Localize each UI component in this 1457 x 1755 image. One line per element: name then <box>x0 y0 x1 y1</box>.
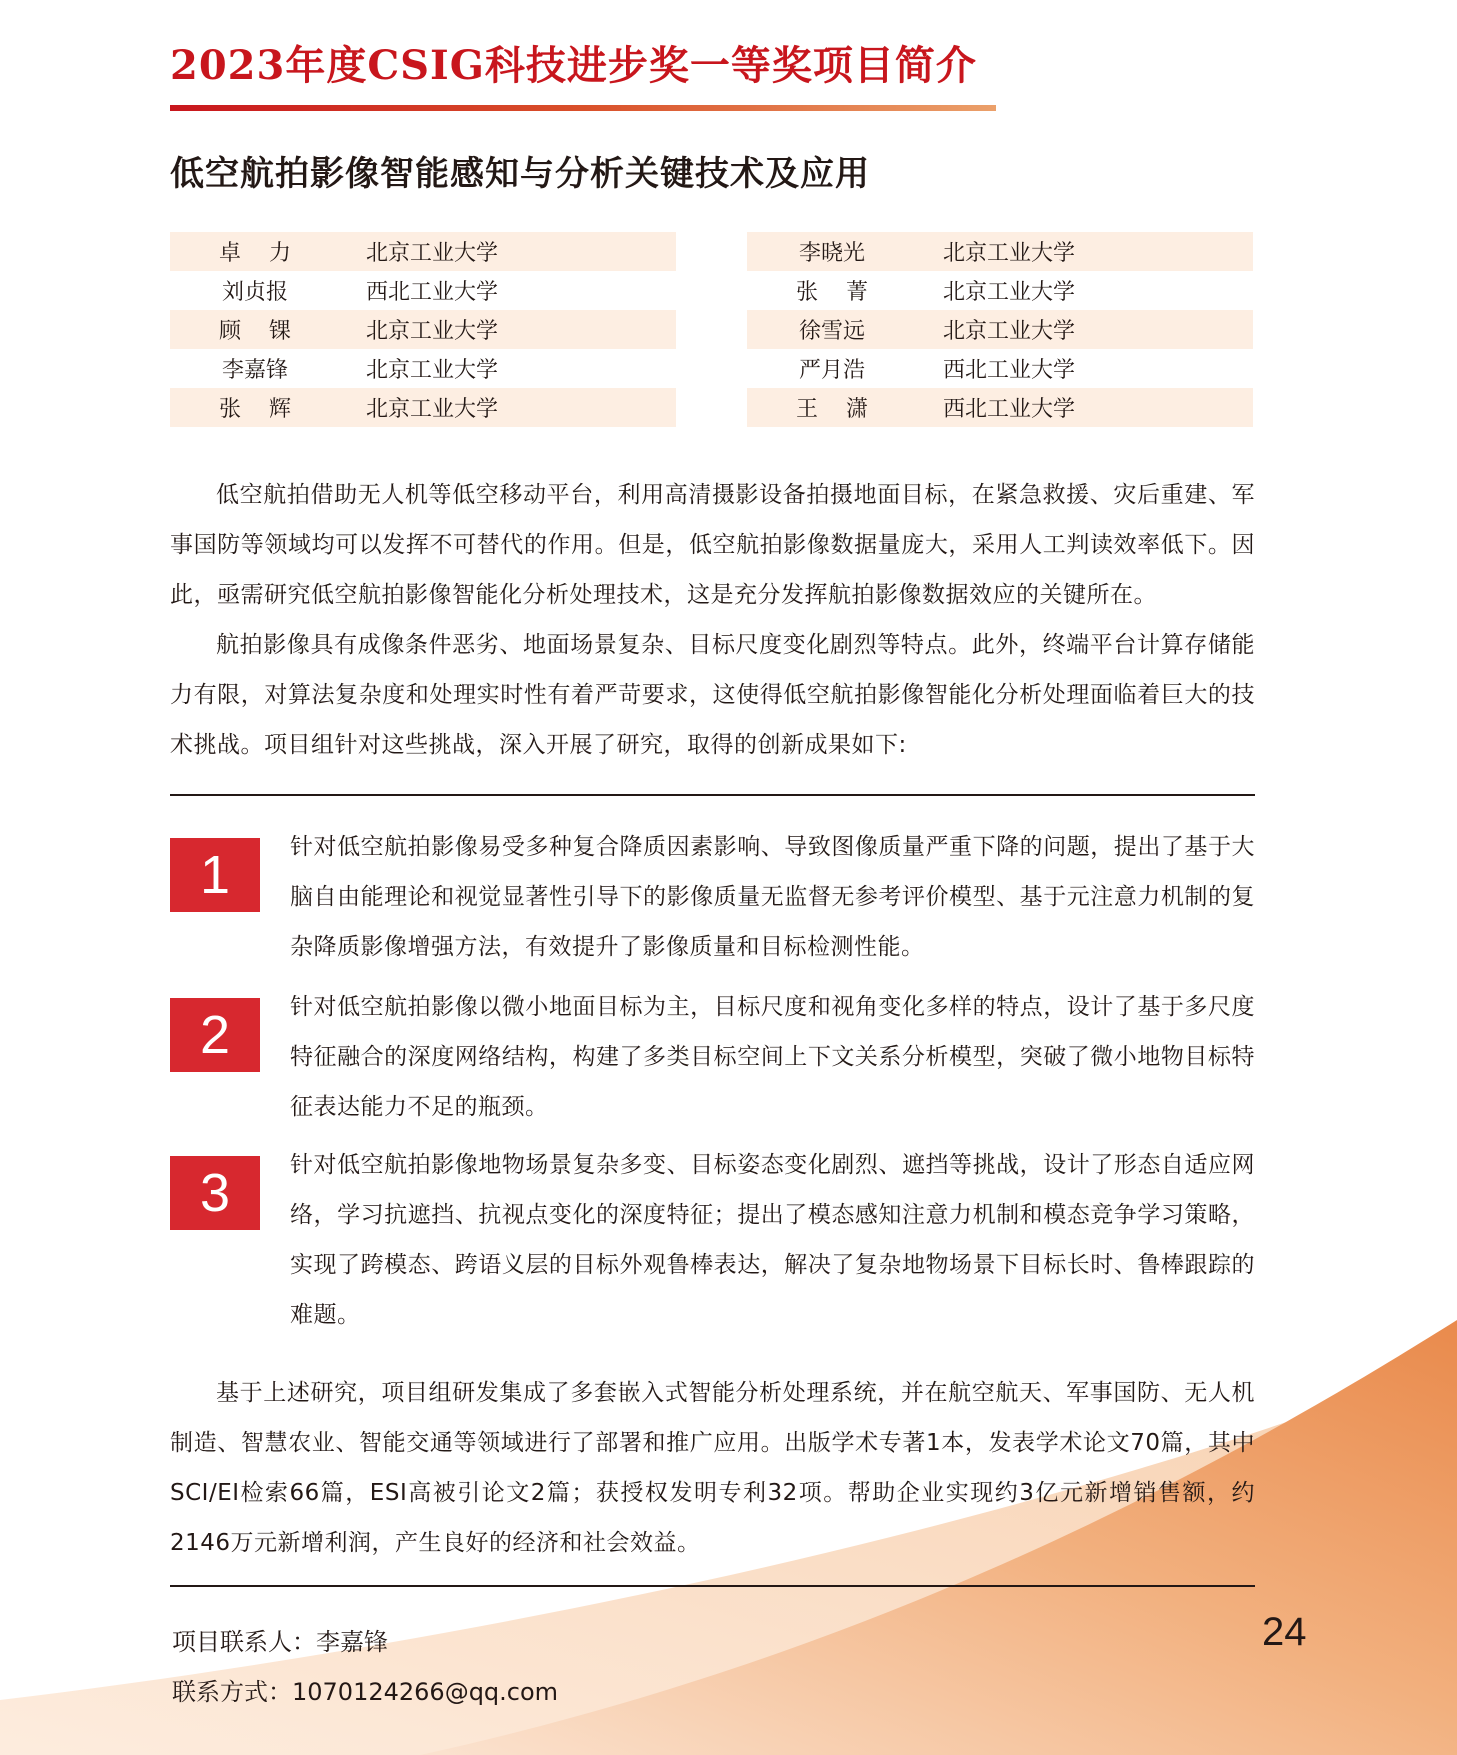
divider-line <box>170 1585 1255 1587</box>
member-name: 顾 锞 <box>219 319 291 344</box>
member-row <box>747 388 1253 427</box>
member-name: 李嘉锋 <box>221 358 288 383</box>
achievement-text: 针对低空航拍影像地物场景复杂多变、目标姿态变化剧烈、遮挡等挑战，设计了形态自适应网络，学习抗遮挡、抗视点变化的深度特征；提出了模态感知注意力机制和模态竞争学习策略，实现了跨模态、跨语义层的目标外观鲁棒表达，解决了复杂地物场景下目标长时、鲁棒跟踪的难题。 <box>290 1152 1255 1328</box>
intro-paragraph: 航拍影像具有成像条件恶劣、地面场景复杂、目标尺度变化剧烈等特点。此外，终端平台计算存储能力有限，对算法复杂度和处理实时性有着严苛要求，这使得低空航拍影像智能化分析处理面临着巨大的技术挑战。项目组针对这些挑战，深入开展了研究，取得的创新成果如下: <box>170 632 1255 758</box>
contact-person: 项目联系人：李嘉锋 <box>172 1628 388 1656</box>
member-row <box>170 349 676 388</box>
member-name: 王 潇 <box>796 397 868 422</box>
achievement-item <box>170 1140 1255 1340</box>
member-name: 刘贞报 <box>221 280 288 305</box>
achievement-item <box>170 982 1255 1140</box>
divider-line <box>170 794 1255 796</box>
member-org: 北京工业大学 <box>943 319 1076 344</box>
member-org: 北京工业大学 <box>943 280 1076 305</box>
member-org: 西北工业大学 <box>943 397 1076 422</box>
achievement-number-badge: 3 <box>170 1156 260 1230</box>
contact-method: 联系方式：1070124266@qq.com <box>172 1678 559 1706</box>
member-name: 张 菁 <box>796 280 868 305</box>
summary-paragraph: 基于上述研究，项目组研发集成了多套嵌入式智能分析处理系统，并在航空航天、军事国防、无人机制造、智慧农业、智能交通等领域进行了部署和推广应用。出版学术专著1本，发表学术论文70篇，其中SCI/EI检索66篇，ESI高被引论文2篇；获授权发明专利32项。帮助企业实现约3亿元新增销售额，约2146万元新增利润，产生良好的经济和社会效益。 <box>170 1380 1255 1556</box>
member-name: 卓 力 <box>219 241 291 266</box>
member-org: 西北工业大学 <box>366 280 499 305</box>
page-number: 24 <box>1262 1610 1307 1654</box>
member-name: 李晓光 <box>798 241 865 266</box>
member-org: 北京工业大学 <box>366 319 499 344</box>
member-org: 北京工业大学 <box>943 241 1076 266</box>
member-org: 北京工业大学 <box>366 358 499 383</box>
main-title: 2023年度CSIG科技进步奖一等奖项目简介 <box>170 42 977 89</box>
achievement-number-badge: 1 <box>170 838 260 912</box>
summary-section <box>170 1368 1255 1568</box>
achievement-number-badge: 2 <box>170 998 260 1072</box>
members-left-column <box>170 232 676 427</box>
project-subtitle: 低空航拍影像智能感知与分析关键技术及应用 <box>170 154 870 194</box>
achievement-item <box>170 822 1255 982</box>
member-row <box>170 271 676 310</box>
member-row <box>747 232 1253 271</box>
member-row <box>170 310 676 349</box>
member-row <box>747 310 1253 349</box>
member-row <box>170 388 676 427</box>
member-row <box>747 349 1253 388</box>
member-org: 北京工业大学 <box>366 241 499 266</box>
intro-section <box>170 470 1255 770</box>
achievement-text: 针对低空航拍影像易受多种复合降质因素影响、导致图像质量严重下降的问题，提出了基于大脑自由能理论和视觉显著性引导下的影像质量无监督无参考评价模型、基于元注意力机制的复杂降质影像增强方法，有效提升了影像质量和目标检测性能。 <box>290 834 1255 960</box>
member-org: 西北工业大学 <box>943 358 1076 383</box>
member-org: 北京工业大学 <box>366 397 499 422</box>
member-row <box>747 271 1253 310</box>
intro-paragraph: 低空航拍借助无人机等低空移动平台，利用高清摄影设备拍摄地面目标，在紧急救援、灾后重建、军事国防等领域均可以发挥不可替代的作用。但是，低空航拍影像数据量庞大，采用人工判读效率低下。因此，亟需研究低空航拍影像智能化分析处理技术，这是充分发挥航拍影像数据效应的关键所在。 <box>170 482 1255 608</box>
title-underline <box>170 105 996 111</box>
achievements-list <box>170 822 1255 1340</box>
member-name: 张 辉 <box>219 397 291 422</box>
achievement-text: 针对低空航拍影像以微小地面目标为主，目标尺度和视角变化多样的特点，设计了基于多尺度特征融合的深度网络结构，构建了多类目标空间上下文关系分析模型，突破了微小地物目标特征表达能力不足的瓶颈。 <box>290 994 1255 1120</box>
member-name: 徐雪远 <box>798 319 865 344</box>
members-right-column <box>747 232 1253 427</box>
member-name: 严月浩 <box>798 358 865 383</box>
member-row <box>170 232 676 271</box>
